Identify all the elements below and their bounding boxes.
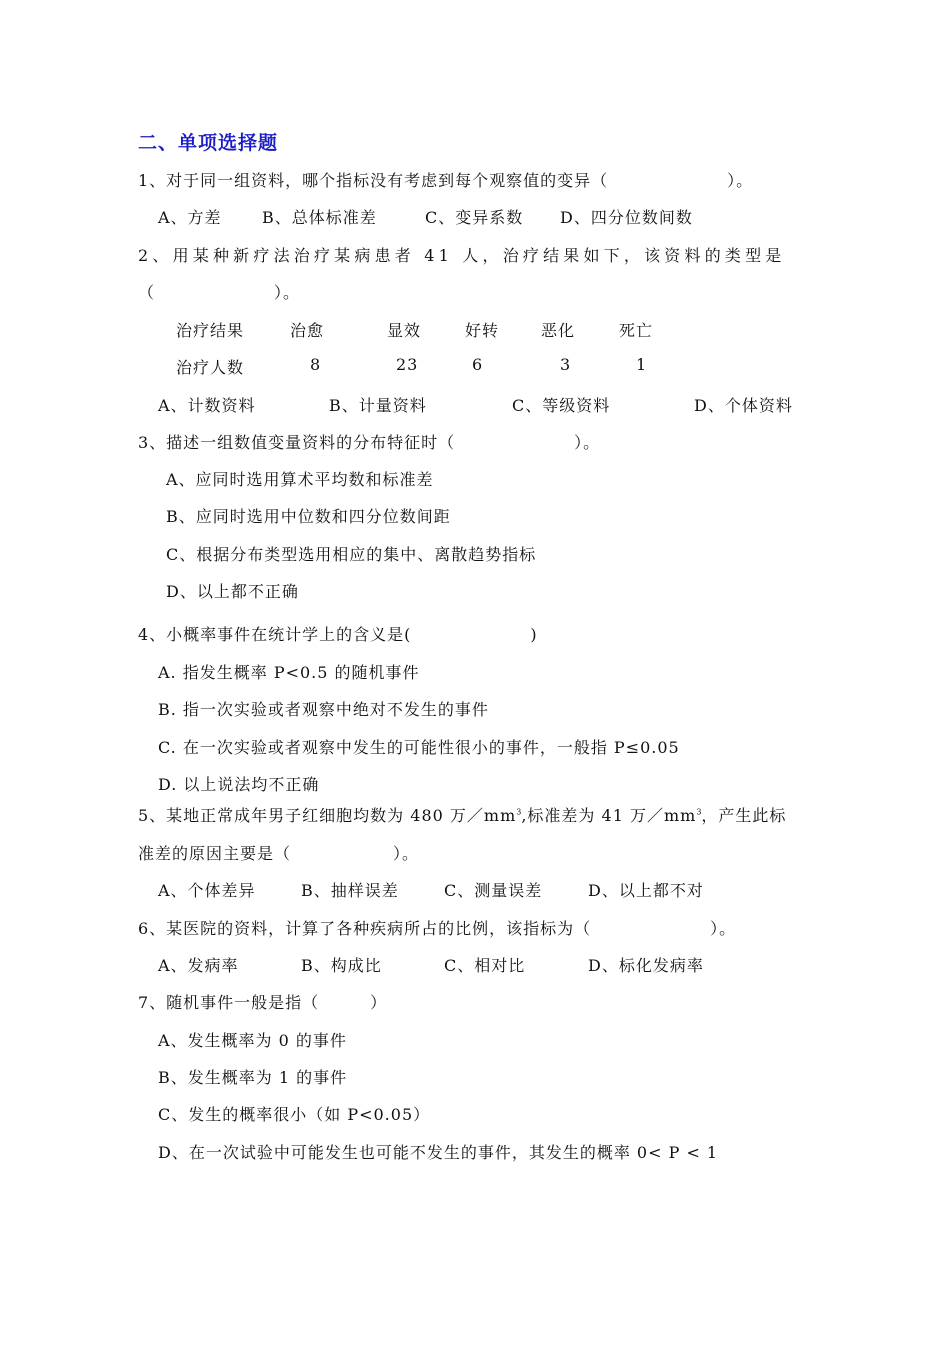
table-value-marked: 23 (396, 355, 419, 374)
question-3-option-a: A、应同时选用算术平均数和标准差 (166, 470, 434, 489)
question-6-option-d: D、标化发病率 (588, 956, 704, 975)
question-1-option-a: A、方差 (158, 208, 222, 227)
question-7-option-b: B、发生概率为 1 的事件 (158, 1068, 348, 1087)
table-value-death: 1 (636, 355, 648, 374)
section-title: 二、单项选择题 (138, 132, 279, 154)
question-6-option-c: C、相对比 (444, 956, 526, 975)
table-header-cured: 治愈 (290, 321, 325, 340)
question-2-option-c: C、等级资料 (512, 396, 611, 415)
question-5-stem-part-3: ，产生此标 (701, 806, 787, 825)
question-7-option-a: A、发生概率为 0 的事件 (158, 1031, 347, 1050)
table-value-worse: 3 (560, 355, 572, 374)
table-value-cured: 8 (310, 355, 322, 374)
superscript-3: 3 (696, 807, 702, 817)
question-5-option-b: B、抽样误差 (301, 881, 399, 900)
question-6-option-b: B、构成比 (301, 956, 382, 975)
question-4-option-d: D. 以上说法均不正确 (158, 775, 320, 794)
question-5-stem-part-1: 5、某地正常成年男子红细胞均数为 480 万／mm (138, 806, 517, 825)
table-value-improved: 6 (472, 355, 484, 374)
table-header-marked: 显效 (387, 321, 422, 340)
question-3-option-d: D、以上都不正确 (166, 582, 299, 601)
question-1-stem: 1、对于同一组资料，哪个指标没有考虑到每个观察值的变异（ ）。 (138, 171, 754, 190)
question-4-option-b: B. 指一次实验或者观察中绝对不发生的事件 (158, 700, 489, 719)
question-4-option-a: A. 指发生概率 P<0.5 的随机事件 (158, 663, 420, 682)
table-header-death: 死亡 (619, 321, 654, 340)
question-2-stem: 2、用某种新疗法治疗某病患者 41 人，治疗结果如下，该资料的类型是 (138, 246, 786, 265)
question-3-stem: 3、描述一组数值变量资料的分布特征时（ ）。 (138, 433, 601, 452)
table-row-label-count: 治疗人数 (176, 358, 245, 377)
question-4-option-c: C. 在一次实验或者观察中发生的可能性很小的事件，一般指 P≤0.05 (158, 738, 680, 757)
question-5-option-a: A、个体差异 (158, 881, 256, 900)
question-4-stem: 4、小概率事件在统计学上的含义是( ) (138, 625, 538, 644)
table-header-improved: 好转 (465, 321, 500, 340)
question-3-option-b: B、应同时选用中位数和四分位数间距 (166, 507, 451, 526)
question-3-option-c: C、根据分布类型选用相应的集中、离散趋势指标 (166, 545, 537, 564)
question-5-stem-continued: 准差的原因主要是（ ）。 (138, 844, 420, 863)
question-6-stem: 6、某医院的资料，计算了各种疾病所占的比例，该指标为（ ）。 (138, 919, 737, 938)
question-5-option-c: C、测量误差 (444, 881, 543, 900)
question-5-option-d: D、以上都不对 (588, 881, 704, 900)
question-2-option-b: B、计量资料 (329, 396, 427, 415)
question-7-option-c: C、发生的概率很小（如 P<0.05） (158, 1105, 431, 1124)
question-2-option-d: D、个体资料 (694, 396, 793, 415)
question-1-option-c: C、变异系数 (425, 208, 524, 227)
superscript-3: 3 (516, 807, 522, 817)
question-7-option-d: D、在一次试验中可能发生也可能不发生的事件，其发生的概率 0< P < 1 (158, 1143, 719, 1162)
question-1-option-b: B、总体标准差 (262, 208, 377, 227)
question-5-stem-part-2: ,标准差为 41 万／mm (521, 806, 697, 825)
question-7-stem: 7、随机事件一般是指（ ） (138, 993, 388, 1012)
table-header-worse: 恶化 (541, 321, 576, 340)
table-row-label-result: 治疗结果 (176, 321, 245, 340)
question-6-option-a: A、发病率 (158, 956, 239, 975)
question-5-stem (138, 803, 786, 826)
question-1-option-d: D、四分位数间数 (560, 208, 693, 227)
question-2-option-a: A、计数资料 (158, 396, 256, 415)
question-2-stem-continued: （ ）。 (138, 283, 301, 302)
